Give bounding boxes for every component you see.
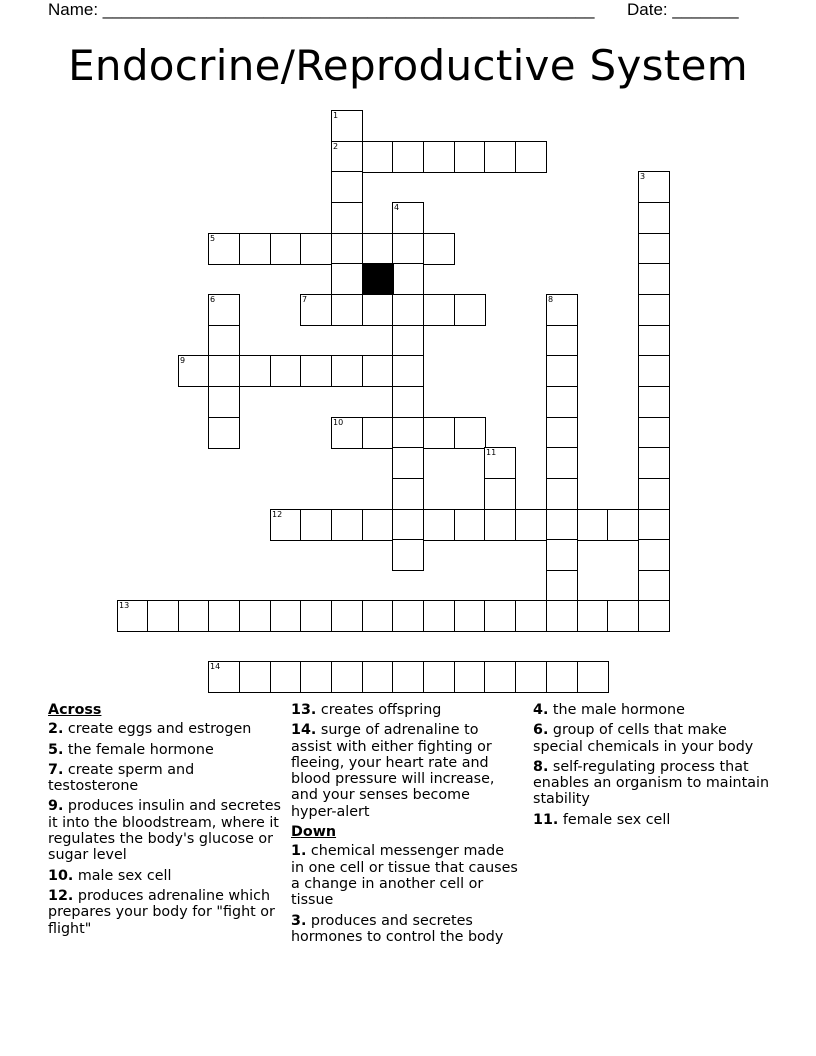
grid-cell[interactable] (546, 509, 578, 541)
grid-cell[interactable] (577, 600, 609, 632)
date-field[interactable]: Date: _______ (627, 0, 739, 19)
grid-cell[interactable] (546, 570, 578, 602)
grid-cell[interactable] (208, 294, 240, 326)
grid-cell[interactable] (392, 447, 424, 479)
grid-cell[interactable] (423, 509, 455, 541)
grid-cell[interactable] (300, 233, 332, 265)
grid-cell[interactable] (423, 417, 455, 449)
grid-cell[interactable] (331, 141, 363, 173)
grid-cell[interactable] (392, 325, 424, 357)
grid-cell[interactable] (577, 661, 609, 693)
clue-down-1: 1. chemical messenger made in one cell or tissue that causes a change in another cell or tissue (291, 843, 518, 909)
grid-cell[interactable] (362, 233, 394, 265)
grid-cell[interactable] (392, 233, 424, 265)
grid-cell[interactable] (638, 570, 670, 602)
grid-cell[interactable] (270, 600, 302, 632)
clue-number: 1 (333, 111, 339, 120)
clue-down-8: 8. self-regulating process that enables an organism to maintain stability (533, 758, 770, 808)
grid-cell[interactable] (392, 386, 424, 418)
grid-cell[interactable] (362, 417, 394, 449)
grid-cell[interactable] (300, 355, 332, 387)
clue-number: 11 (486, 448, 497, 457)
grid-cell[interactable] (362, 509, 394, 541)
grid-cell[interactable] (638, 509, 670, 541)
grid-cell[interactable] (546, 386, 578, 418)
grid-cell[interactable] (638, 417, 670, 449)
grid-cell[interactable] (515, 141, 547, 173)
grid-cell[interactable] (638, 600, 670, 632)
grid-cell[interactable] (362, 355, 394, 387)
black-cell (362, 263, 394, 295)
clue-down-4: 4. the male hormone (533, 702, 685, 718)
page-title: Endocrine/Reproductive System (68, 41, 748, 90)
name-field[interactable]: Name: ____________________________________________________ (48, 0, 595, 19)
grid-cell[interactable] (392, 478, 424, 510)
grid-cell[interactable] (607, 600, 639, 632)
grid-cell[interactable] (208, 386, 240, 418)
grid-cell[interactable] (454, 509, 486, 541)
clue-number: 14 (210, 662, 221, 671)
grid-cell[interactable] (484, 478, 516, 510)
grid-cell[interactable] (331, 171, 363, 203)
grid-cell[interactable] (331, 202, 363, 234)
grid-cell[interactable] (484, 447, 516, 479)
grid-cell[interactable] (331, 110, 363, 142)
clue-across-10: 10. male sex cell (48, 867, 172, 884)
grid-cell[interactable] (638, 294, 670, 326)
grid-cell[interactable] (331, 661, 363, 693)
grid-cell[interactable] (515, 509, 547, 541)
grid-cell[interactable] (331, 233, 363, 265)
grid-cell[interactable] (239, 233, 271, 265)
grid-cell[interactable] (638, 171, 670, 203)
grid-cell[interactable] (638, 386, 670, 418)
grid-cell[interactable] (638, 233, 670, 265)
grid-cell[interactable] (270, 233, 302, 265)
grid-cell[interactable] (239, 355, 271, 387)
grid-cell[interactable] (362, 600, 394, 632)
grid-cell[interactable] (454, 600, 486, 632)
grid-cell[interactable] (484, 509, 516, 541)
grid-cell[interactable] (392, 600, 424, 632)
grid-cell[interactable] (454, 417, 486, 449)
grid-cell[interactable] (362, 661, 394, 693)
grid-cell[interactable] (178, 600, 210, 632)
grid-cell[interactable] (423, 141, 455, 173)
grid-cell[interactable] (208, 325, 240, 357)
clue-number: 3 (640, 172, 646, 181)
grid-cell[interactable] (546, 447, 578, 479)
grid-cell[interactable] (300, 600, 332, 632)
grid-cell[interactable] (392, 355, 424, 387)
grid-cell[interactable] (331, 417, 363, 449)
grid-cell[interactable] (546, 661, 578, 693)
grid-cell[interactable] (300, 294, 332, 326)
grid-cell[interactable] (208, 661, 240, 693)
grid-cell[interactable] (546, 600, 578, 632)
grid-cell[interactable] (331, 509, 363, 541)
grid-cell[interactable] (638, 263, 670, 295)
clue-number: 5 (210, 234, 216, 243)
grid-cell[interactable] (392, 263, 424, 295)
grid-cell[interactable] (331, 355, 363, 387)
grid-cell[interactable] (362, 141, 394, 173)
grid-cell[interactable] (546, 325, 578, 357)
grid-cell[interactable] (362, 294, 394, 326)
clue-across-13: 13. creates offspring (291, 702, 442, 718)
grid-cell[interactable] (392, 294, 424, 326)
across-heading: Across (48, 702, 102, 718)
grid-cell[interactable] (484, 661, 516, 693)
clue-number: 4 (394, 203, 400, 212)
clue-across-12: 12. produces adrenaline which prepares your body for "fight or flight" (48, 887, 275, 937)
grid-cell[interactable] (454, 141, 486, 173)
grid-cell[interactable] (239, 600, 271, 632)
grid-cell[interactable] (638, 478, 670, 510)
grid-cell[interactable] (300, 661, 332, 693)
clue-column-2 (291, 702, 519, 949)
clue-column-3 (533, 702, 769, 832)
grid-cell[interactable] (423, 600, 455, 632)
clue-down-3: 3. produces and secretes hormones to control the body (291, 912, 504, 945)
grid-cell[interactable] (484, 600, 516, 632)
clue-across-5: 5. the female hormone (48, 741, 214, 758)
grid-cell[interactable] (147, 600, 179, 632)
grid-cell[interactable] (546, 478, 578, 510)
clue-across-9: 9. produces insulin and secretes it into the bloodstream, where it regulates the body's glucose or sugar level (48, 798, 281, 864)
clue-number: 10 (333, 418, 344, 427)
grid-cell[interactable] (208, 600, 240, 632)
grid-cell[interactable] (392, 141, 424, 173)
clue-number: 6 (210, 295, 216, 304)
grid-cell[interactable] (270, 661, 302, 693)
clue-across-7: 7. create sperm and testosterone (48, 761, 195, 795)
grid-cell[interactable] (423, 294, 455, 326)
grid-cell[interactable] (577, 509, 609, 541)
grid-cell[interactable] (392, 417, 424, 449)
grid-cell[interactable] (392, 202, 424, 234)
clue-column-1 (48, 702, 284, 941)
grid-cell[interactable] (392, 661, 424, 693)
grid-cell[interactable] (331, 600, 363, 632)
grid-cell[interactable] (454, 661, 486, 693)
grid-cell[interactable] (638, 355, 670, 387)
grid-cell[interactable] (117, 600, 149, 632)
grid-cell[interactable] (484, 141, 516, 173)
grid-cell[interactable] (208, 233, 240, 265)
clue-number: 13 (119, 601, 130, 610)
grid-cell[interactable] (423, 661, 455, 693)
clue-down-6: 6. group of cells that make special chemicals in your body (533, 722, 754, 755)
grid-cell[interactable] (423, 233, 455, 265)
clue-down-11: 11. female sex cell (533, 811, 671, 828)
grid-cell[interactable] (638, 447, 670, 479)
grid-cell[interactable] (331, 263, 363, 295)
grid-cell[interactable] (270, 509, 302, 541)
grid-cell[interactable] (546, 539, 578, 571)
grid-cell[interactable] (638, 325, 670, 357)
grid-cell[interactable] (270, 355, 302, 387)
clue-number: 9 (180, 356, 186, 365)
grid-cell[interactable] (208, 417, 240, 449)
grid-cell[interactable] (638, 539, 670, 571)
clue-number: 8 (548, 295, 554, 304)
grid-cell[interactable] (178, 355, 210, 387)
grid-cell[interactable] (607, 509, 639, 541)
clue-across-2: 2. create eggs and estrogen (48, 721, 252, 738)
grid-cell[interactable] (208, 355, 240, 387)
grid-cell[interactable] (331, 294, 363, 326)
clue-number: 2 (333, 142, 339, 151)
grid-cell[interactable] (515, 661, 547, 693)
grid-cell[interactable] (546, 294, 578, 326)
grid-cell[interactable] (638, 202, 670, 234)
grid-cell[interactable] (239, 661, 271, 693)
clue-number: 7 (302, 295, 308, 304)
clue-number: 12 (272, 510, 283, 519)
grid-cell[interactable] (392, 509, 424, 541)
grid-cell[interactable] (515, 600, 547, 632)
grid-cell[interactable] (392, 539, 424, 571)
grid-cell[interactable] (300, 509, 332, 541)
clue-across-14: 14. surge of adrenaline to assist with either fighting or fleeing, your heart rate and blood pressure will increase, and your senses become hyper-alert (291, 722, 495, 820)
down-heading: Down (291, 824, 337, 841)
grid-cell[interactable] (546, 355, 578, 387)
grid-cell[interactable] (454, 294, 486, 326)
grid-cell[interactable] (546, 417, 578, 449)
